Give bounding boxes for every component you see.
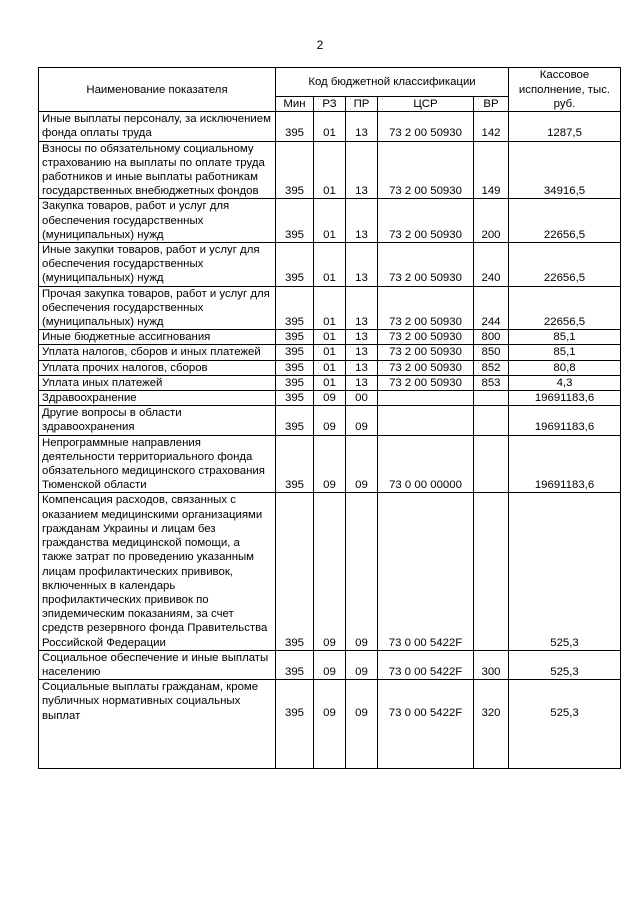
row-csr: 73 2 00 50930 [378, 345, 474, 360]
row-pr: 09 [346, 406, 378, 435]
row-amount: 525,3 [509, 493, 621, 650]
row-vr: 240 [474, 243, 509, 287]
row-vr: 149 [474, 141, 509, 199]
row-csr: 73 0 00 5422F [378, 493, 474, 650]
row-name: Непрограммные направления деятельности территориального фонда обязательного медицинского страхования Тюменской области [39, 435, 276, 493]
row-pr: 09 [346, 493, 378, 650]
row-rz: 01 [314, 360, 346, 375]
header-name: Наименование показателя [39, 68, 276, 112]
row-vr: 300 [474, 650, 509, 679]
row-rz: 09 [314, 650, 346, 679]
row-rz: 01 [314, 243, 346, 287]
row-min: 395 [276, 286, 314, 330]
row-name: Взносы по обязательному социальному страхованию на выплаты по оплате труда работников и иные выплаты работникам государственных внебюджетных фондов [39, 141, 276, 199]
row-min: 395 [276, 199, 314, 243]
row-amount: 4,3 [509, 375, 621, 390]
row-amount: 19691183,6 [509, 391, 621, 406]
row-vr: 800 [474, 330, 509, 345]
table-row [39, 286, 621, 330]
row-pr: 13 [346, 360, 378, 375]
row-vr: 200 [474, 199, 509, 243]
row-name: Иные закупки товаров, работ и услуг для обеспечения государственных (муниципальных) нужд [39, 243, 276, 287]
row-vr: 852 [474, 360, 509, 375]
row-csr: 73 2 00 50930 [378, 199, 474, 243]
row-pr: 13 [346, 141, 378, 199]
table-row [39, 141, 621, 199]
row-min: 395 [276, 375, 314, 390]
row-name: Иные выплаты персоналу, за исключением фонда оплаты труда [39, 112, 276, 141]
row-name: Компенсация расходов, связанных с оказанием медицинскими организациями гражданам Украины и лицам без гражданства медицинской помощи, а также затрат по проведению указанным лицам профилактических прививок, включенных в календарь профилактических прививок по эпидемическим показаниям, за счет средств резервного фонда Правительства Российской Федерации [39, 493, 276, 650]
row-amount: 19691183,6 [509, 406, 621, 435]
table-row [39, 360, 621, 375]
table-row [39, 435, 621, 493]
row-min: 395 [276, 493, 314, 650]
row-pr: 13 [346, 375, 378, 390]
table-row [39, 391, 621, 406]
header-csr: ЦСР [378, 97, 474, 112]
row-name: Закупка товаров, работ и услуг для обеспечения государственных (муниципальных) нужд [39, 199, 276, 243]
table-row [39, 243, 621, 287]
row-csr [378, 391, 474, 406]
row-csr: 73 2 00 50930 [378, 375, 474, 390]
row-amount: 22656,5 [509, 199, 621, 243]
row-pr: 13 [346, 112, 378, 141]
header-code-group: Код бюджетной классификации [276, 68, 509, 97]
row-amount: 525,3 [509, 680, 621, 769]
row-pr: 13 [346, 243, 378, 287]
row-rz: 09 [314, 406, 346, 435]
row-min: 395 [276, 435, 314, 493]
header-pr: ПР [346, 97, 378, 112]
table-row [39, 493, 621, 650]
table-row [39, 680, 621, 769]
row-name: Уплата иных платежей [39, 375, 276, 390]
row-csr [378, 406, 474, 435]
row-rz: 01 [314, 141, 346, 199]
row-amount: 85,1 [509, 330, 621, 345]
row-rz: 01 [314, 375, 346, 390]
row-pr: 13 [346, 286, 378, 330]
table-row [39, 330, 621, 345]
row-min: 395 [276, 650, 314, 679]
row-vr [474, 406, 509, 435]
row-vr: 244 [474, 286, 509, 330]
row-rz: 01 [314, 330, 346, 345]
row-rz: 09 [314, 680, 346, 769]
row-name: Социальное обеспечение и иные выплаты населению [39, 650, 276, 679]
row-name: Социальные выплаты гражданам, кроме публичных нормативных социальных выплат [39, 680, 276, 769]
row-pr: 13 [346, 345, 378, 360]
row-min: 395 [276, 360, 314, 375]
row-amount: 22656,5 [509, 243, 621, 287]
row-min: 395 [276, 243, 314, 287]
row-name: Уплата налогов, сборов и иных платежей [39, 345, 276, 360]
header-vr: ВР [474, 97, 509, 112]
row-pr: 13 [346, 330, 378, 345]
row-csr: 73 2 00 50930 [378, 243, 474, 287]
row-amount: 85,1 [509, 345, 621, 360]
row-pr: 09 [346, 435, 378, 493]
row-csr: 73 0 00 5422F [378, 650, 474, 679]
row-min: 395 [276, 391, 314, 406]
table-row [39, 345, 621, 360]
row-csr: 73 2 00 50930 [378, 360, 474, 375]
row-min: 395 [276, 680, 314, 769]
row-amount: 34916,5 [509, 141, 621, 199]
row-rz: 09 [314, 493, 346, 650]
row-rz: 01 [314, 345, 346, 360]
budget-table [38, 67, 621, 769]
row-csr: 73 2 00 50930 [378, 330, 474, 345]
row-min: 395 [276, 112, 314, 141]
row-pr: 09 [346, 680, 378, 769]
row-amount: 80,8 [509, 360, 621, 375]
row-csr: 73 2 00 50930 [378, 141, 474, 199]
table-row [39, 406, 621, 435]
row-rz: 09 [314, 435, 346, 493]
row-name: Прочая закупка товаров, работ и услуг для обеспечения государственных (муниципальных) нужд [39, 286, 276, 330]
row-csr: 73 2 00 50930 [378, 112, 474, 141]
row-rz: 01 [314, 112, 346, 141]
row-min: 395 [276, 330, 314, 345]
row-name: Другие вопросы в области здравоохранения [39, 406, 276, 435]
row-vr: 850 [474, 345, 509, 360]
row-vr [474, 435, 509, 493]
row-vr: 142 [474, 112, 509, 141]
row-amount: 525,3 [509, 650, 621, 679]
row-rz: 09 [314, 391, 346, 406]
row-min: 395 [276, 141, 314, 199]
row-vr: 320 [474, 680, 509, 769]
row-pr: 00 [346, 391, 378, 406]
row-vr [474, 493, 509, 650]
row-csr: 73 0 00 5422F [378, 680, 474, 769]
row-amount: 22656,5 [509, 286, 621, 330]
row-amount: 1287,5 [509, 112, 621, 141]
row-pr: 09 [346, 650, 378, 679]
row-name: Здравоохранение [39, 391, 276, 406]
row-pr: 13 [346, 199, 378, 243]
row-min: 395 [276, 406, 314, 435]
row-min: 395 [276, 345, 314, 360]
row-name: Иные бюджетные ассигнования [39, 330, 276, 345]
header-min: Мин [276, 97, 314, 112]
row-name: Уплата прочих налогов, сборов [39, 360, 276, 375]
header-amount: Кассовое исполнение, тыс. руб. [509, 68, 621, 112]
row-csr: 73 2 00 50930 [378, 286, 474, 330]
table-row [39, 375, 621, 390]
row-rz: 01 [314, 199, 346, 243]
row-amount: 19691183,6 [509, 435, 621, 493]
row-vr: 853 [474, 375, 509, 390]
table-row [39, 650, 621, 679]
page-number: 2 [316, 38, 324, 52]
table-row [39, 112, 621, 141]
table-row [39, 199, 621, 243]
row-csr: 73 0 00 00000 [378, 435, 474, 493]
row-vr [474, 391, 509, 406]
row-rz: 01 [314, 286, 346, 330]
header-rz: РЗ [314, 97, 346, 112]
